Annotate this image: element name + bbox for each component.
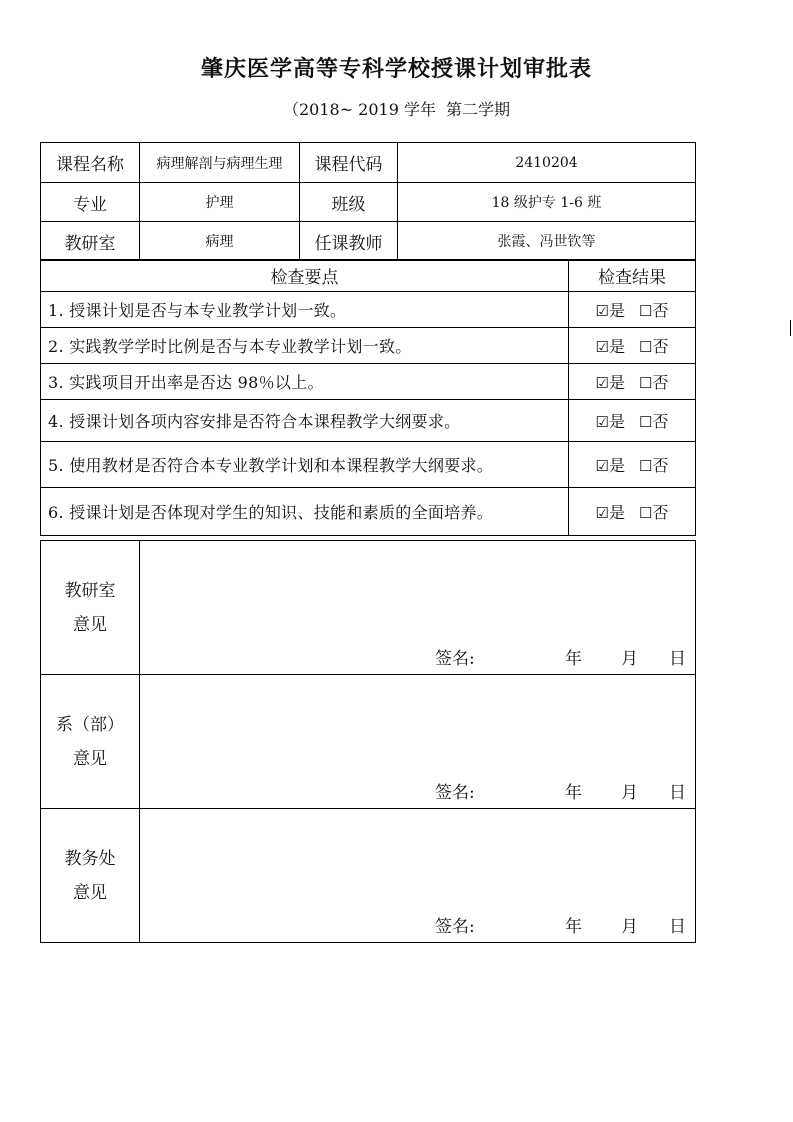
no-label: 否 <box>652 456 669 475</box>
month-label: 月 <box>621 917 638 937</box>
dept-label: 教研室 <box>41 222 140 261</box>
academic-year-label: （2018~ 2019 学年 <box>282 100 436 119</box>
semester-label: 第二学期 <box>446 100 511 119</box>
check-row <box>41 400 696 442</box>
no-checkbox[interactable]: ☐ <box>639 338 653 356</box>
opinion-label-line2: 意见 <box>73 748 107 769</box>
course-info-table <box>40 142 696 261</box>
check-result <box>569 488 696 536</box>
check-result-header: 检查结果 <box>569 260 696 292</box>
major-label: 专业 <box>41 183 140 222</box>
year-label: 年 <box>565 917 582 937</box>
yes-checkbox[interactable]: ☑ <box>595 457 609 475</box>
month-label: 月 <box>621 783 638 803</box>
check-row <box>41 292 696 328</box>
check-item-text: 1. 授课计划是否与本专业教学计划一致。 <box>41 292 569 328</box>
opinion-label <box>41 541 140 675</box>
signature-label: 签名: <box>435 649 475 669</box>
day-label: 日 <box>669 649 686 669</box>
opinion-input-area[interactable] <box>140 809 696 943</box>
opinion-row <box>41 541 696 675</box>
no-label: 否 <box>652 373 669 392</box>
day-label: 日 <box>669 783 686 803</box>
text-cursor <box>790 320 791 336</box>
check-result <box>569 292 696 328</box>
academic-year <box>0 97 793 120</box>
opinion-label-line2: 意见 <box>73 614 107 635</box>
opinion-label-line1: 教务处 <box>64 848 116 869</box>
yes-label: 是 <box>608 373 625 392</box>
year-label: 年 <box>565 783 582 803</box>
no-label: 否 <box>652 412 669 431</box>
check-result <box>569 400 696 442</box>
yes-label: 是 <box>608 456 625 475</box>
no-checkbox[interactable]: ☐ <box>639 457 653 475</box>
no-checkbox[interactable]: ☐ <box>639 413 653 431</box>
teacher-label: 任课教师 <box>300 222 398 261</box>
signature-label: 签名: <box>435 783 475 803</box>
opinion-input-area[interactable] <box>140 675 696 809</box>
opinion-row <box>41 675 696 809</box>
opinion-input-area[interactable] <box>140 541 696 675</box>
check-row <box>41 364 696 400</box>
day-label: 日 <box>669 917 686 937</box>
signature-line <box>140 912 695 937</box>
yes-label: 是 <box>608 412 625 431</box>
course-name-value: 病理解剖与病理生理 <box>140 143 300 183</box>
page-title: 肇庆医学高等专科学校授课计划审批表 <box>200 57 592 82</box>
opinions-table <box>40 540 696 943</box>
year-label: 年 <box>565 649 582 669</box>
opinion-label-line2: 意见 <box>73 882 107 903</box>
course-name-label: 课程名称 <box>41 143 140 183</box>
opinion-row <box>41 809 696 943</box>
course-code-label: 课程代码 <box>300 143 398 183</box>
teacher-value: 张霞、冯世钦等 <box>398 222 696 261</box>
yes-checkbox[interactable]: ☑ <box>595 302 609 320</box>
opinion-label-line1: 教研室 <box>64 580 116 601</box>
yes-checkbox[interactable]: ☑ <box>595 374 609 392</box>
check-row <box>41 328 696 364</box>
course-code-value: 2410204 <box>398 143 696 183</box>
check-row <box>41 442 696 488</box>
inspection-table <box>40 259 696 536</box>
no-checkbox[interactable]: ☐ <box>639 504 653 522</box>
no-label: 否 <box>652 301 669 320</box>
check-item-text: 4. 授课计划各项内容安排是否符合本课程教学大纲要求。 <box>41 400 569 442</box>
class-value: 18 级护专 1-6 班 <box>398 183 696 222</box>
check-result <box>569 328 696 364</box>
check-result <box>569 442 696 488</box>
check-item-text: 6. 授课计划是否体现对学生的知识、技能和素质的全面培养。 <box>41 488 569 536</box>
opinion-label <box>41 809 140 943</box>
yes-label: 是 <box>608 337 625 356</box>
yes-label: 是 <box>608 503 625 522</box>
check-points-header: 检查要点 <box>41 260 569 292</box>
major-value: 护理 <box>140 183 300 222</box>
opinion-label <box>41 675 140 809</box>
check-item-text: 3. 实践项目开出率是否达 98％以上。 <box>41 364 569 400</box>
yes-checkbox[interactable]: ☑ <box>595 413 609 431</box>
check-item-text: 2. 实践教学学时比例是否与本专业教学计划一致。 <box>41 328 569 364</box>
yes-checkbox[interactable]: ☑ <box>595 504 609 522</box>
signature-label: 签名: <box>435 917 475 937</box>
signature-line <box>140 778 695 803</box>
class-label: 班级 <box>300 183 398 222</box>
yes-label: 是 <box>608 301 625 320</box>
month-label: 月 <box>621 649 638 669</box>
signature-line <box>140 644 695 669</box>
no-checkbox[interactable]: ☐ <box>639 374 653 392</box>
check-result <box>569 364 696 400</box>
yes-checkbox[interactable]: ☑ <box>595 338 609 356</box>
no-label: 否 <box>652 503 669 522</box>
dept-value: 病理 <box>140 222 300 261</box>
no-label: 否 <box>652 337 669 356</box>
opinion-label-line1: 系（部） <box>56 714 124 735</box>
check-item-text: 5. 使用教材是否符合本专业教学计划和本课程教学大纲要求。 <box>41 442 569 488</box>
no-checkbox[interactable]: ☐ <box>639 302 653 320</box>
check-row <box>41 488 696 536</box>
